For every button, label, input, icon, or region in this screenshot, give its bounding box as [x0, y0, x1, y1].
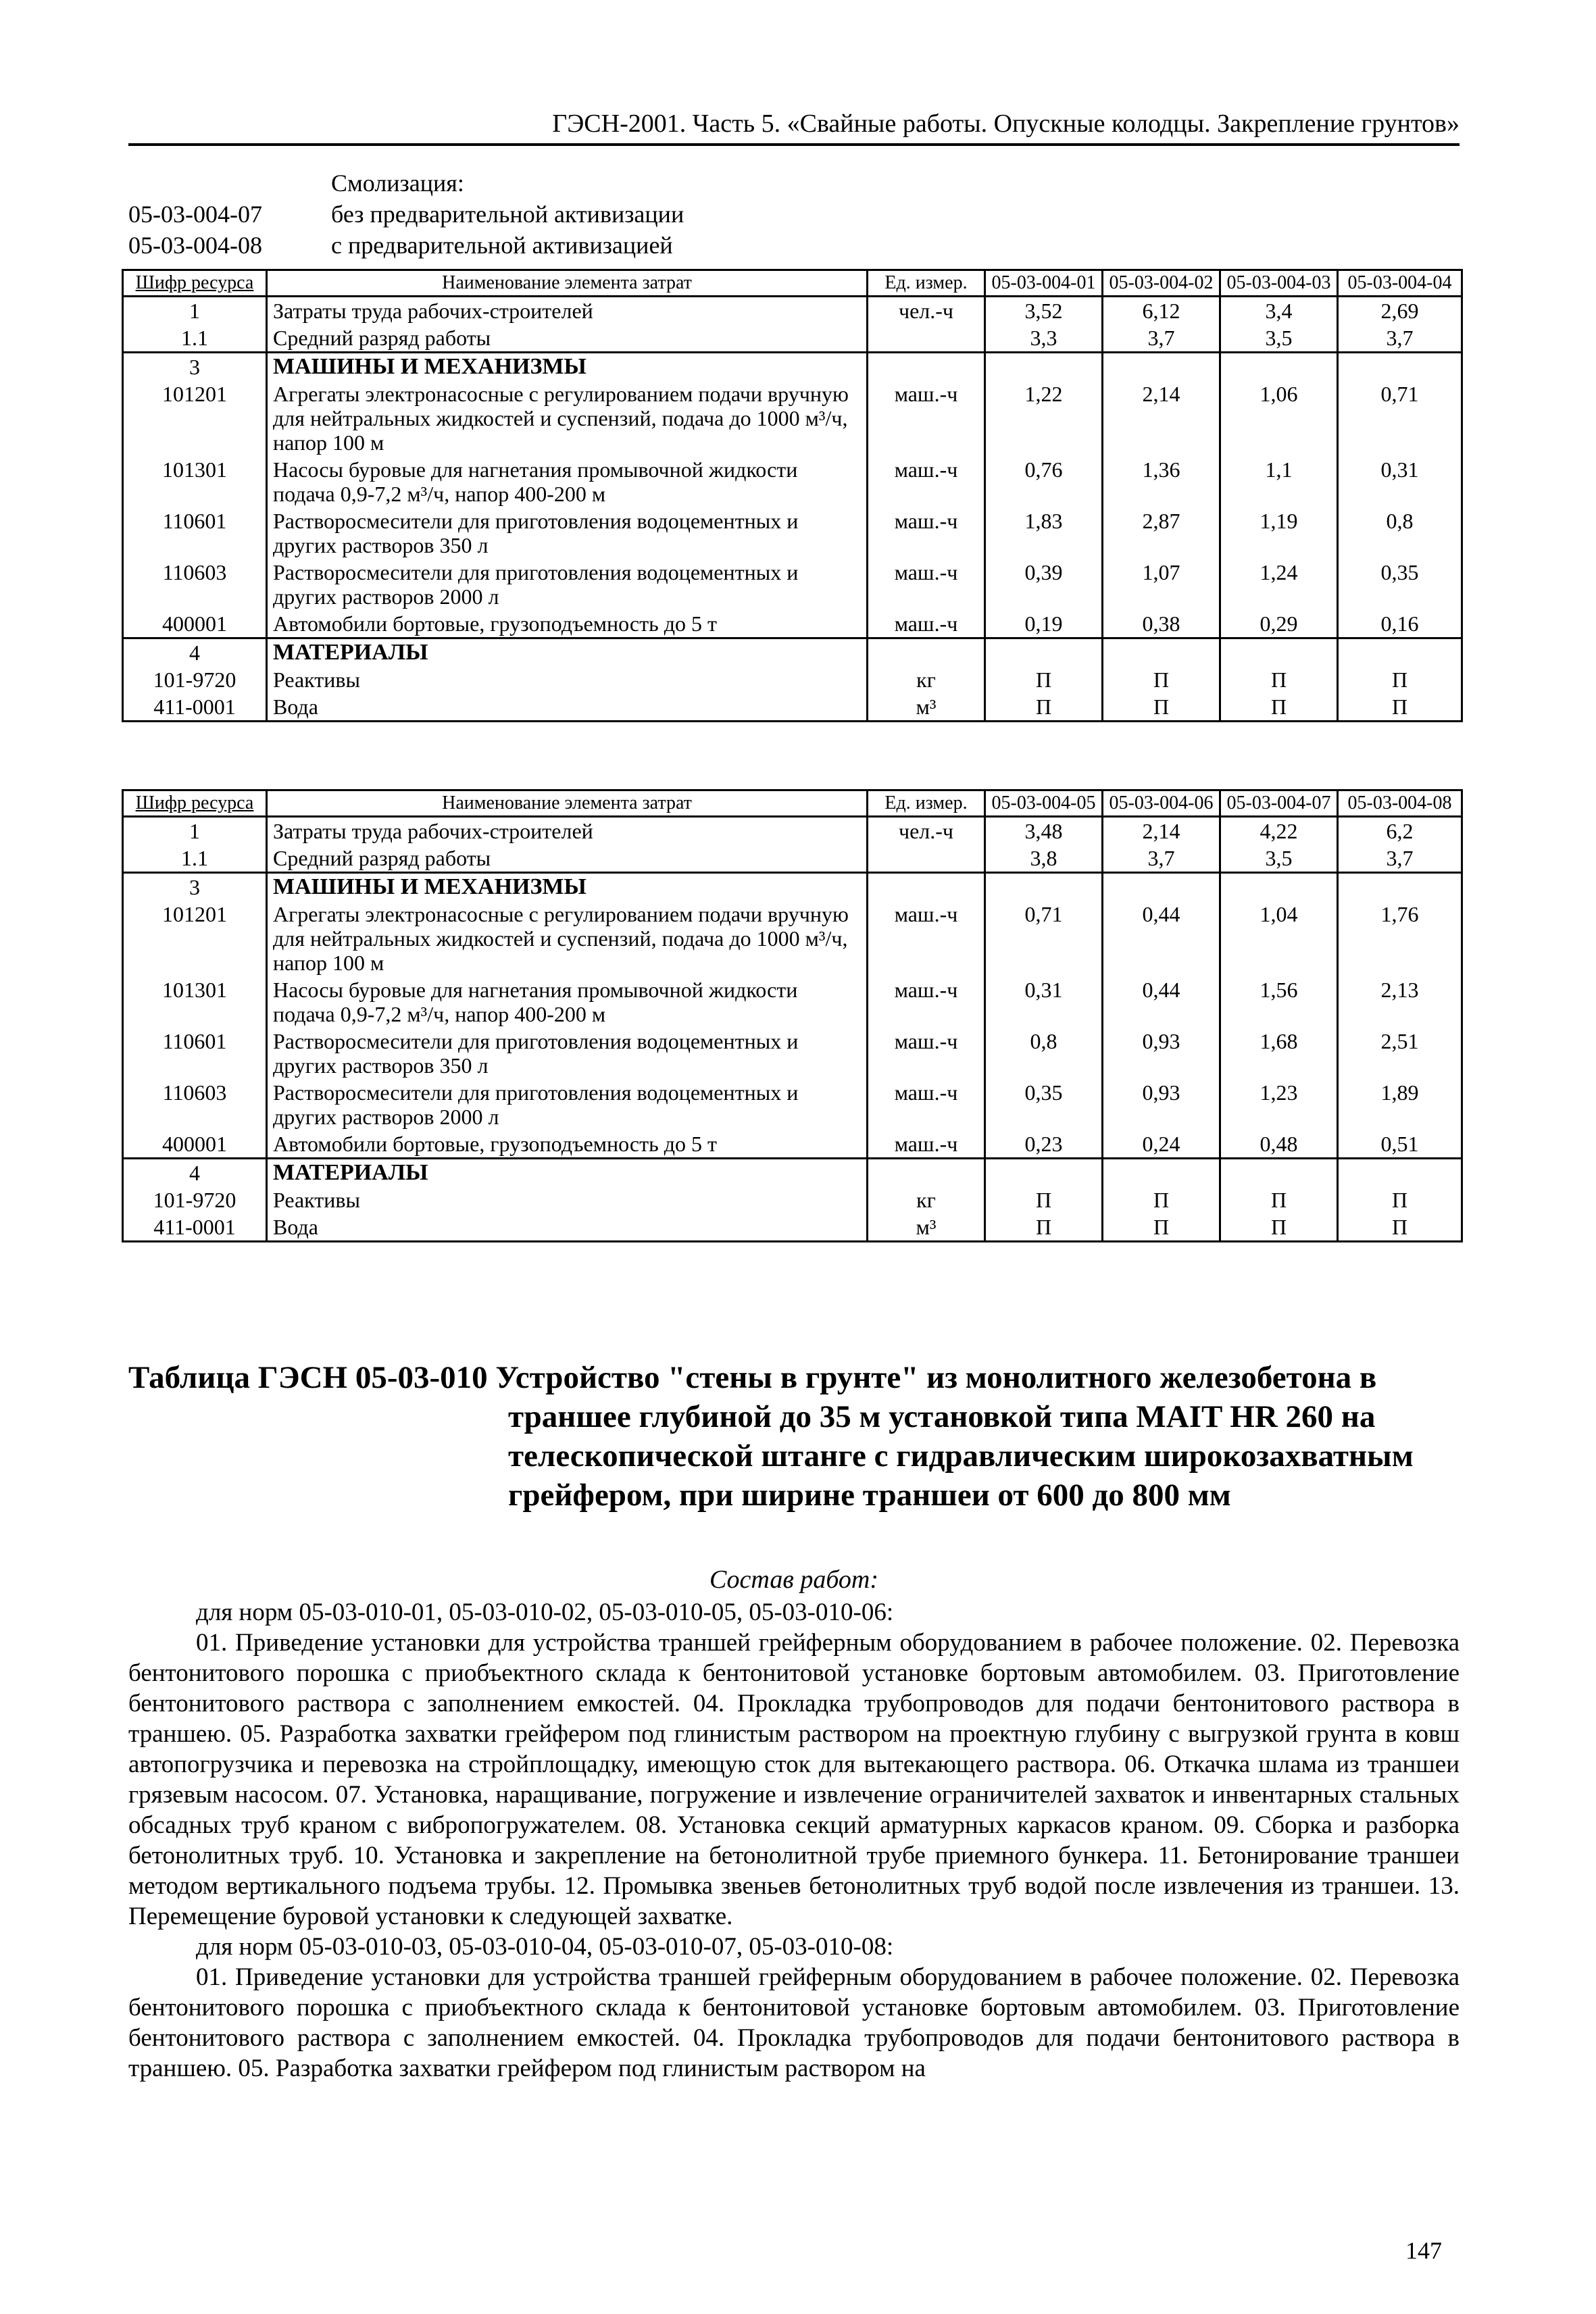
- cell-value: 0,29: [1220, 610, 1338, 638]
- for-norms-1: для норм 05-03-010-01, 05-03-010-02, 05-03-010-05, 05-03-010-06:: [196, 1599, 894, 1626]
- cell-value: [985, 353, 1103, 381]
- cell-value: П: [1103, 666, 1220, 693]
- cell-value: П: [1103, 1213, 1220, 1242]
- cell-value: П: [1338, 1213, 1462, 1242]
- codes-item-code: 05-03-004-07: [128, 201, 262, 228]
- cell-value: 3,52: [985, 297, 1103, 325]
- cell-value: П: [1220, 1186, 1338, 1213]
- cell-value: 1,36: [1103, 456, 1220, 507]
- cell-value: 2,87: [1103, 507, 1220, 559]
- cell-value: [985, 638, 1103, 667]
- cell-unit: маш.-ч: [868, 1130, 985, 1159]
- cell-value: 6,12: [1103, 297, 1220, 325]
- cell-unit: маш.-ч: [868, 901, 985, 976]
- table-row: [123, 666, 1462, 693]
- cell-unit: маш.-ч: [868, 1079, 985, 1130]
- codes-block: [128, 168, 1074, 261]
- cell-value: [1338, 1159, 1462, 1187]
- cell-unit: м³: [868, 1213, 985, 1242]
- cell-code: 411-0001: [123, 693, 267, 722]
- header-rule: [128, 143, 1460, 146]
- cell-value: 1,06: [1220, 380, 1338, 456]
- cell-code: 1.1: [123, 324, 267, 353]
- codes-item-text: с предварительной активизацией: [331, 232, 673, 259]
- col-header-norm: 05-03-004-02: [1103, 270, 1220, 297]
- cell-code: 1: [123, 297, 267, 325]
- cell-code: 3: [123, 873, 267, 901]
- cell-value: П: [1220, 666, 1338, 693]
- cell-name: Насосы буровые для нагнетания промывочной жидкости подача 0,9-7,2 м³/ч, напор 400-200 м: [267, 976, 868, 1028]
- cell-value: 3,7: [1103, 324, 1220, 353]
- cell-value: [1103, 353, 1220, 381]
- cell-value: 1,68: [1220, 1028, 1338, 1079]
- table-row: [123, 1213, 1462, 1242]
- cell-value: 0,39: [985, 559, 1103, 610]
- section-row: [123, 873, 1462, 901]
- for-norms-2: для норм 05-03-010-03, 05-03-010-04, 05-03-010-07, 05-03-010-08:: [196, 1933, 894, 1961]
- table-row: [123, 324, 1462, 353]
- col-header-norm: 05-03-004-04: [1338, 270, 1462, 297]
- cell-value: [1103, 873, 1220, 901]
- cell-value: 1,24: [1220, 559, 1338, 610]
- cell-value: [1220, 353, 1338, 381]
- cell-code: 101-9720: [123, 1186, 267, 1213]
- cell-value: П: [985, 693, 1103, 722]
- cell-value: 0,31: [985, 976, 1103, 1028]
- codes-item: [128, 199, 1074, 230]
- cell-value: [1220, 638, 1338, 667]
- table-header: [123, 790, 1462, 817]
- cell-value: 1,04: [1220, 901, 1338, 976]
- cell-unit: м³: [868, 693, 985, 722]
- cell-code: 4: [123, 638, 267, 667]
- cell-unit: маш.-ч: [868, 559, 985, 610]
- cell-value: 0,48: [1220, 1130, 1338, 1159]
- cell-unit: маш.-ч: [868, 380, 985, 456]
- section-row: [123, 353, 1462, 381]
- cell-code: 400001: [123, 1130, 267, 1159]
- table-row: [123, 456, 1462, 507]
- page-number: 147: [1405, 2237, 1442, 2264]
- running-header: ГЭСН-2001. Часть 5. «Свайные работы. Опускные колодцы. Закрепление грунтов»: [552, 109, 1460, 138]
- cell-value: 2,13: [1338, 976, 1462, 1028]
- cell-code: 3: [123, 353, 267, 381]
- codes-title: Смолизация:: [331, 170, 464, 197]
- table-header: [123, 270, 1462, 297]
- section-title: [128, 1358, 1460, 1515]
- table-row: [123, 559, 1462, 610]
- cell-value: 0,38: [1103, 610, 1220, 638]
- cell-value: 3,7: [1103, 845, 1220, 873]
- cell-name: Затраты труда рабочих-строителей: [267, 817, 868, 845]
- cell-value: 0,19: [985, 610, 1103, 638]
- table-body: [123, 297, 1462, 722]
- col-header-norm: 05-03-004-05: [985, 790, 1103, 817]
- cell-value: [1338, 638, 1462, 667]
- table-body: [123, 817, 1462, 1242]
- cell-unit: [868, 638, 985, 667]
- cell-value: 0,93: [1103, 1028, 1220, 1079]
- cell-value: 2,69: [1338, 297, 1462, 325]
- work-paragraph-1: 01. Приведение установки для устройства траншей грейферным оборудованием в рабочее положение. 02. Перевозка бентонитового порошка с приобъектного склада к бентонитовой установке бортовым автомобилем. 03. Приготовление бентонитового раствора с заполнением емкостей. 04. Прокладка трубопроводов для подачи бентонитового раствора в траншею. 05. Разработка захватки грейфером под глинистым раствором на проектную глубину с выгрузкой грунта в ковш автопогрузчика и перевозка на стройплощадку, имеющую сток для вытекающего раствора. 06. Откачка шлама из траншеи грязевым насосом. 07. Установка, наращивание, погружение и извлечение ограничителей захваток и инвентарных стальных обсадных труб краном с вибропогружателем. 08. Установка секций арматурных каркасов краном. 09. Сборка и разборка бетонолитных труб. 10. Установка и закрепление на бетонолитной трубе приемного бункера. 11. Бетонирование траншеи методом вертикального подъема трубы. 12. Промывка звеньев бетонолитных труб водой после извлечения из траншеи. 13. Перемещение буровой установки к следующей захватке.: [128, 1629, 1460, 1930]
- cell-value: 0,71: [985, 901, 1103, 976]
- cell-code: 101301: [123, 456, 267, 507]
- cell-value: [1338, 353, 1462, 381]
- table-row: [123, 901, 1462, 976]
- cell-name: Насосы буровые для нагнетания промывочной жидкости подача 0,9-7,2 м³/ч, напор 400-200 м: [267, 456, 868, 507]
- cell-unit: [868, 845, 985, 873]
- cell-name: Затраты труда рабочих-строителей: [267, 297, 868, 325]
- cell-value: [1103, 638, 1220, 667]
- cell-value: 3,7: [1338, 324, 1462, 353]
- table-header-row: [123, 270, 1462, 297]
- cell-unit: кг: [868, 1186, 985, 1213]
- cell-value: 2,14: [1103, 380, 1220, 456]
- cell-value: П: [1103, 693, 1220, 722]
- cell-value: 0,24: [1103, 1130, 1220, 1159]
- cell-value: П: [1103, 1186, 1220, 1213]
- compose-heading: Состав работ:: [709, 1565, 879, 1594]
- cell-name: Вода: [267, 693, 868, 722]
- cell-value: 3,5: [1220, 845, 1338, 873]
- cell-value: 1,1: [1220, 456, 1338, 507]
- cell-name: Автомобили бортовые, грузоподъемность до 5 т: [267, 1130, 868, 1159]
- col-header-code: Шифр ресурса: [123, 270, 267, 297]
- cell-name: Реактивы: [267, 1186, 868, 1213]
- cell-code: 411-0001: [123, 1213, 267, 1242]
- col-header-code: Шифр ресурса: [123, 790, 267, 817]
- section-row: [123, 1159, 1462, 1187]
- cell-name: Средний разряд работы: [267, 845, 868, 873]
- cell-unit: чел.-ч: [868, 817, 985, 845]
- cell-unit: маш.-ч: [868, 456, 985, 507]
- codes-title-row: [128, 168, 1074, 199]
- cell-value: 1,76: [1338, 901, 1462, 976]
- cell-value: [985, 873, 1103, 901]
- cell-value: 2,14: [1103, 817, 1220, 845]
- codes-item-text: без предварительной активизации: [331, 201, 684, 228]
- col-header-norm: 05-03-004-08: [1338, 790, 1462, 817]
- table-header-row: [123, 790, 1462, 817]
- cell-unit: маш.-ч: [868, 1028, 985, 1079]
- table-row: [123, 610, 1462, 638]
- cell-value: 1,83: [985, 507, 1103, 559]
- cell-name: Растворосмесители для приготовления водоцементных и других растворов 2000 л: [267, 1079, 868, 1130]
- cell-unit: [868, 873, 985, 901]
- table-row: [123, 693, 1462, 722]
- cell-value: 1,56: [1220, 976, 1338, 1028]
- table-row: [123, 1130, 1462, 1159]
- work-paragraph-2: 01. Приведение установки для устройства траншей грейферным оборудованием в рабочее положение. 02. Перевозка бентонитового порошка с приобъектного склада к бентонитовой установке бортовым автомобилем. 03. Приготовление бентонитового раствора с заполнением емкостей. 04. Прокладка трубопроводов для подачи бентонитового раствора в траншею. 05. Разработка захватки грейфером под глинистым раствором на: [128, 1963, 1460, 2082]
- section-title-rest: траншее глубиной до 35 м установкой типа MAIT HR 260 на телескопической штанге с гидравлическим широкозахватным грейфером, при ширине траншеи от 600 до 800 мм: [508, 1399, 1414, 1513]
- cell-name: Агрегаты электронасосные с регулированием подачи вручную для нейтральных жидкостей и суспензий, подача до 1000 м³/ч, напор 100 м: [267, 901, 868, 976]
- cell-code: 1.1: [123, 845, 267, 873]
- cell-unit: маш.-ч: [868, 976, 985, 1028]
- cell-unit: маш.-ч: [868, 507, 985, 559]
- cell-value: 1,23: [1220, 1079, 1338, 1130]
- cell-code: 400001: [123, 610, 267, 638]
- cell-value: П: [985, 666, 1103, 693]
- col-header-unit: Ед. измер.: [868, 270, 985, 297]
- table-row: [123, 845, 1462, 873]
- cell-value: 1,22: [985, 380, 1103, 456]
- section-title-line1: Таблица ГЭСН 05-03-010 Устройство "стены в грунте" из монолитного железобетона в: [128, 1360, 1377, 1395]
- table-row: [123, 817, 1462, 845]
- cell-value: 0,93: [1103, 1079, 1220, 1130]
- cell-name: Растворосмесители для приготовления водоцементных и других растворов 2000 л: [267, 559, 868, 610]
- cell-value: 1,07: [1103, 559, 1220, 610]
- cell-value: 3,8: [985, 845, 1103, 873]
- cell-code: 110603: [123, 559, 267, 610]
- codes-item-code: 05-03-004-08: [128, 232, 262, 259]
- cell-value: П: [1338, 693, 1462, 722]
- cell-value: [1220, 1159, 1338, 1187]
- cell-name: Средний разряд работы: [267, 324, 868, 353]
- codes-item: [128, 230, 1074, 261]
- cell-unit: кг: [868, 666, 985, 693]
- cell-value: 4,22: [1220, 817, 1338, 845]
- cell-code: 101-9720: [123, 666, 267, 693]
- body-text: [128, 1597, 1460, 2084]
- cell-name: Растворосмесители для приготовления водоцементных и других растворов 350 л: [267, 507, 868, 559]
- cell-value: [1220, 873, 1338, 901]
- cell-name: Агрегаты электронасосные с регулированием подачи вручную для нейтральных жидкостей и суспензий, подача до 1000 м³/ч, напор 100 м: [267, 380, 868, 456]
- table-row: [123, 1028, 1462, 1079]
- cell-value: 2,51: [1338, 1028, 1462, 1079]
- cell-value: 0,8: [1338, 507, 1462, 559]
- cell-value: 3,5: [1220, 324, 1338, 353]
- section-title: МАШИНЫ И МЕХАНИЗМЫ: [267, 353, 868, 381]
- cell-value: 0,44: [1103, 901, 1220, 976]
- cell-value: 3,7: [1338, 845, 1462, 873]
- cell-value: 0,35: [985, 1079, 1103, 1130]
- cell-name: Реактивы: [267, 666, 868, 693]
- col-header-unit: Ед. измер.: [868, 790, 985, 817]
- cell-value: [1103, 1159, 1220, 1187]
- cell-value: 6,2: [1338, 817, 1462, 845]
- table-row: [123, 297, 1462, 325]
- cell-unit: [868, 1159, 985, 1187]
- col-header-norm: 05-03-004-01: [985, 270, 1103, 297]
- col-header-norm: 05-03-004-06: [1103, 790, 1220, 817]
- cell-code: 101301: [123, 976, 267, 1028]
- table-row: [123, 1079, 1462, 1130]
- cell-value: 0,76: [985, 456, 1103, 507]
- norms-table-2: [122, 789, 1463, 1242]
- cell-value: П: [1338, 666, 1462, 693]
- cell-unit: [868, 353, 985, 381]
- cell-code: 1: [123, 817, 267, 845]
- table-row: [123, 380, 1462, 456]
- cell-name: Растворосмесители для приготовления водоцементных и других растворов 350 л: [267, 1028, 868, 1079]
- col-header-norm: 05-03-004-07: [1220, 790, 1338, 817]
- cell-value: П: [1220, 1213, 1338, 1242]
- cell-value: 3,4: [1220, 297, 1338, 325]
- cell-value: 0,23: [985, 1130, 1103, 1159]
- cell-name: Автомобили бортовые, грузоподъемность до 5 т: [267, 610, 868, 638]
- cell-code: 4: [123, 1159, 267, 1187]
- cell-value: 1,19: [1220, 507, 1338, 559]
- table-row: [123, 976, 1462, 1028]
- cell-value: 0,31: [1338, 456, 1462, 507]
- cell-value: П: [985, 1213, 1103, 1242]
- cell-value: 1,89: [1338, 1079, 1462, 1130]
- col-header-norm: 05-03-004-03: [1220, 270, 1338, 297]
- cell-code: 101201: [123, 901, 267, 976]
- section-title: МАТЕРИАЛЫ: [267, 1159, 868, 1187]
- cell-value: 0,71: [1338, 380, 1462, 456]
- cell-code: 110601: [123, 507, 267, 559]
- cell-value: [1338, 873, 1462, 901]
- col-header-name: Наименование элемента затрат: [267, 790, 868, 817]
- cell-unit: маш.-ч: [868, 610, 985, 638]
- cell-code: 110601: [123, 1028, 267, 1079]
- cell-value: П: [1338, 1186, 1462, 1213]
- col-header-name: Наименование элемента затрат: [267, 270, 868, 297]
- cell-value: П: [985, 1186, 1103, 1213]
- cell-unit: [868, 324, 985, 353]
- cell-name: Вода: [267, 1213, 868, 1242]
- norms-table-1: [122, 269, 1463, 722]
- cell-value: 3,48: [985, 817, 1103, 845]
- cell-value: 0,16: [1338, 610, 1462, 638]
- table-row: [123, 507, 1462, 559]
- cell-code: 110603: [123, 1079, 267, 1130]
- cell-code: 101201: [123, 380, 267, 456]
- cell-value: 0,51: [1338, 1130, 1462, 1159]
- section-row: [123, 638, 1462, 667]
- cell-value: 0,44: [1103, 976, 1220, 1028]
- section-title: МАТЕРИАЛЫ: [267, 638, 868, 667]
- cell-value: П: [1220, 693, 1338, 722]
- table-row: [123, 1186, 1462, 1213]
- cell-unit: чел.-ч: [868, 297, 985, 325]
- section-title: МАШИНЫ И МЕХАНИЗМЫ: [267, 873, 868, 901]
- cell-value: 3,3: [985, 324, 1103, 353]
- cell-value: 0,8: [985, 1028, 1103, 1079]
- cell-value: [985, 1159, 1103, 1187]
- cell-value: 0,35: [1338, 559, 1462, 610]
